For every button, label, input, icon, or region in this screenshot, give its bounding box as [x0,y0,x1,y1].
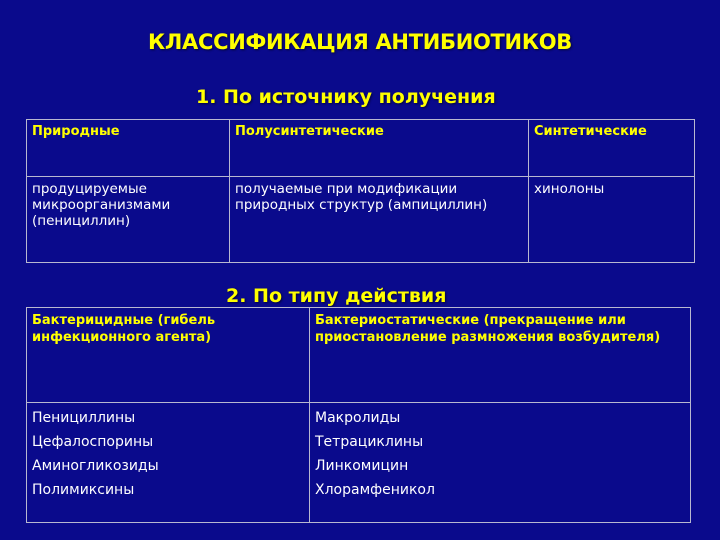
list-item: Хлорамфеникол [315,482,435,498]
list-item: Полимиксины [32,482,135,498]
header-synthetic: Синтетические [529,120,695,177]
table-row [27,403,691,523]
section1-heading: 1. По источнику получения [196,86,496,108]
list-item: Линкомицин [315,458,409,474]
slide-title: КЛАССИФИКАЦИЯ АНТИБИОТИКОВ [148,30,572,54]
list-item: Цефалоспорины [32,434,154,450]
section2-heading: 2. По типу действия [226,285,447,307]
cell-natural-desc: продуцируемые микроорганизмами (пенициллин) [27,177,230,263]
header-natural: Природные [27,120,230,177]
list-item: Тетрациклины [315,434,424,450]
action-classification-table [26,307,691,523]
cell-bacteriostatic-list [310,403,691,523]
table-header-row [27,308,691,403]
source-classification-table [26,119,695,263]
table-row [27,177,695,263]
list-item: Аминогликозиды [32,458,159,474]
cell-semisynthetic-desc: получаемые при модификации природных структур (ампициллин) [230,177,529,263]
header-bacteriostatic: Бактериостатические (прекращение или приостановление размножения возбудителя) [310,308,691,403]
table-header-row [27,120,695,177]
list-item: Пенициллины [32,410,136,426]
cell-bactericidal-list [27,403,310,523]
list-item: Макролиды [315,410,401,426]
header-bactericidal: Бактерицидные (гибель инфекционного агента) [27,308,310,403]
header-semisynthetic: Полусинтетические [230,120,529,177]
cell-synthetic-desc: хинолоны [529,177,695,263]
